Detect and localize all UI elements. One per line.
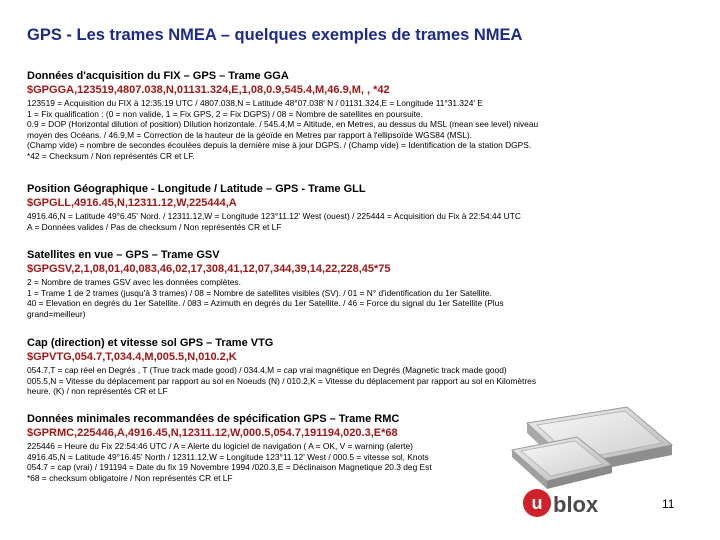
- nmea-frame: $GPGGA,123519,4807.038,N,01131.324,E,1,08,0.9,545.4,M,46.9,M, , *42: [27, 84, 390, 96]
- section-description: [27, 98, 667, 161]
- section-heading: Cap (direction) et vitesse sol GPS – Trame VTG: [27, 337, 274, 349]
- description-line: A = Données valides / Pas de checksum / Non représentés CR et LF: [27, 221, 282, 232]
- description-line: 4916.45,N = Latitude 49°16.45' North / 12311.12,W = Longitude 123°11.12' West / 000.5 = vitesse sol, Knots: [27, 451, 429, 462]
- description-line: moyen des Océans. / 46.9,M = Correction de la hauteur de la géoïde en Metres par rapport à l'ellipsoïde WGS84 (MSL).: [27, 129, 473, 140]
- section-gsv: [27, 248, 667, 319]
- nmea-frame: $GPVTG,054.7,T,034.4,M,005.5,N,010.2,K: [27, 351, 237, 363]
- ublox-logo: [520, 486, 620, 520]
- page-number: 11: [662, 497, 675, 511]
- page-title: GPS - Les trames NMEA – quelques exemples de trames NMEA: [27, 26, 523, 44]
- section-rmc: [27, 412, 667, 483]
- section-heading: Position Géographique - Longitude / Latitude – GPS - Trame GLL: [27, 183, 366, 195]
- description-line: 2 = Nombre de trames GSV avec les données complètes.: [27, 277, 241, 287]
- description-line: *42 = Checksum / Non représentés CR et LF.: [27, 150, 195, 161]
- description-line: (Champ vide) = nombre de secondes écoulées depuis la dernière mise à jour DGPS. / (Champ vide) = Identification de la station DGPS.: [27, 140, 532, 150]
- section-gll: [27, 182, 667, 232]
- description-line: 123519 = Acquisition du FIX à 12:35:19 UTC / 4807.038,N = Latitude 48°07.038' N / 01131.324,E = Longitude 11°31.324' E: [27, 98, 483, 108]
- description-line: grand=meilleur): [27, 308, 86, 319]
- section-description: [27, 441, 667, 483]
- description-line: 4916.46,N = Latitude 49°6.45' Nord. / 12311.12,W = Longitude 123°11.12' West (ouest) / 225444 = Acquisition du Fix à 22:54:44 UTC: [27, 211, 521, 221]
- nmea-frame: $GPGLL,4916.45,N,12311.12,W,225444,A: [27, 197, 237, 209]
- section-description: [27, 365, 667, 397]
- nmea-frame: $GPRMC,225446,A,4916.45,N,12311.12,W,000.5,054.7,191194,020.3,E*68: [27, 427, 398, 439]
- description-line: 054.7,T = cap réel en Degrés , T (True track made good) / 034.4,M = cap vrai magnétique en Degrés (Magnetic track made good): [27, 365, 507, 375]
- description-line: 054.7 = cap (vrai) / 191194 = Date du fix 19 Novembre 1994 /020.3,E = Déclinaison Magnetique 20.3 deg Est: [27, 462, 432, 472]
- section-heading: Données d'acquisition du FIX – GPS – Trame GGA: [27, 70, 289, 82]
- description-line: heure. (K) / non représentés CR et LF: [27, 386, 168, 396]
- description-line: 005.5,N = Vitesse du déplacement par rapport au sol en Noeuds (N) / 010.2,K = Vitesse du déplacement par rapport au sol en Kilomètres: [27, 375, 537, 386]
- section-vtg: [27, 336, 667, 397]
- section-gga: [27, 69, 667, 161]
- description-line: *68 = checksum obligatoire / Non représentés CR et LF: [27, 472, 233, 483]
- nmea-frame: $GPGSV,2,1,08,01,40,083,46,02,17,308,41,12,07,344,39,14,22,228,45*75: [27, 263, 391, 275]
- section-heading: Satellites en vue – GPS – Trame GSV: [27, 249, 220, 261]
- section-description: [27, 211, 667, 232]
- logo-text: blox: [553, 492, 599, 517]
- description-line: 225446 = Heure du Fix 22:54:46 UTC / A = Alerte du logiciel de navigation ( A = OK, V = warning (alerte): [27, 441, 413, 451]
- description-line: 0.9 = DOP (Horizontal dilution of position) Dilution horizontale. / 545.4,M = Altitude, en Metres, au dessus du MSL (mean see level) niveau: [27, 119, 539, 129]
- logo-mark: u: [531, 493, 543, 513]
- description-line: 1 = Trame 1 de 2 trames (jusqu'à 3 trames) / 08 = Nombre de satellites visibles (SV). / 01 = N° d'identification du 1er Satellite.: [27, 287, 492, 298]
- section-description: [27, 277, 667, 319]
- description-line: 1 = Fix qualification : (0 = non valide, 1 = Fix GPS, 2 = Fix DGPS) / 08 = Nombre de satellites en poursuite.: [27, 108, 423, 119]
- section-heading: Données minimales recommandées de spécification GPS – Trame RMC: [27, 413, 400, 425]
- description-line: 40 = Elevation en degrés du 1er Satellite. / 083 = Azimuth en degrés du 1er Satellite. / 46 = Force du signal du 1er Satellite (Plus: [27, 298, 504, 308]
